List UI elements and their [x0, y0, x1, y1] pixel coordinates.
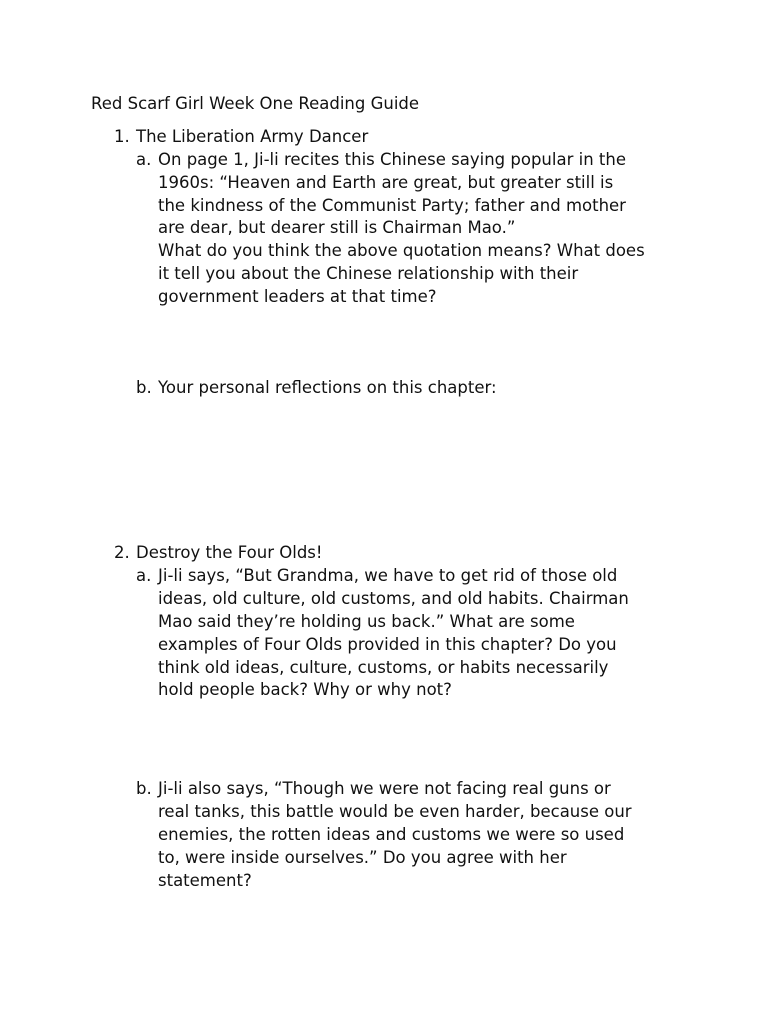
question-text-line: it tell you about the Chinese relationship with their [158, 264, 579, 283]
question-text-line: statement? [158, 871, 252, 890]
question-text-line: to, were inside ourselves.” Do you agree with her [158, 848, 567, 867]
question-text-line: On page 1, Ji-li recites this Chinese saying popular in the [158, 150, 626, 169]
question-text-line: Ji-li says, “But Grandma, we have to get rid of those old [158, 566, 618, 585]
question-text-line: enemies, the rotten ideas and customs we were so used [158, 825, 625, 844]
question-text-line: the kindness of the Communist Party; father and mother [158, 196, 626, 215]
section-heading: Destroy the Four Olds! [136, 543, 323, 562]
question-text-line: What do you think the above quotation means? What does [158, 241, 645, 260]
question-text-line: Your personal reflections on this chapter: [158, 378, 497, 397]
section-number: 1. [114, 127, 130, 146]
question-text-line: think old ideas, culture, customs, or habits necessarily [158, 658, 609, 677]
question-letter: a. [136, 150, 152, 169]
section-heading: The Liberation Army Dancer [136, 127, 369, 146]
question-text-line: Ji-li also says, “Though we were not facing real guns or [158, 779, 611, 798]
question-text-line: examples of Four Olds provided in this chapter? Do you [158, 635, 617, 654]
question-letter: b. [136, 779, 152, 798]
question-text-line: hold people back? Why or why not? [158, 680, 452, 699]
question-text-line: government leaders at that time? [158, 287, 437, 306]
page-title: Red Scarf Girl Week One Reading Guide [91, 94, 420, 113]
question-text-line: 1960s: “Heaven and Earth are great, but greater still is [158, 173, 614, 192]
question-text-line: real tanks, this battle would be even harder, because our [158, 802, 632, 821]
question-text-line: Mao said they’re holding us back.” What are some [158, 612, 575, 631]
section-number: 2. [114, 543, 130, 562]
question-text-line: ideas, old culture, old customs, and old habits. Chairman [158, 589, 629, 608]
question-text-line: are dear, but dearer still is Chairman Mao.” [158, 218, 516, 237]
question-letter: b. [136, 378, 152, 397]
question-letter: a. [136, 566, 152, 585]
